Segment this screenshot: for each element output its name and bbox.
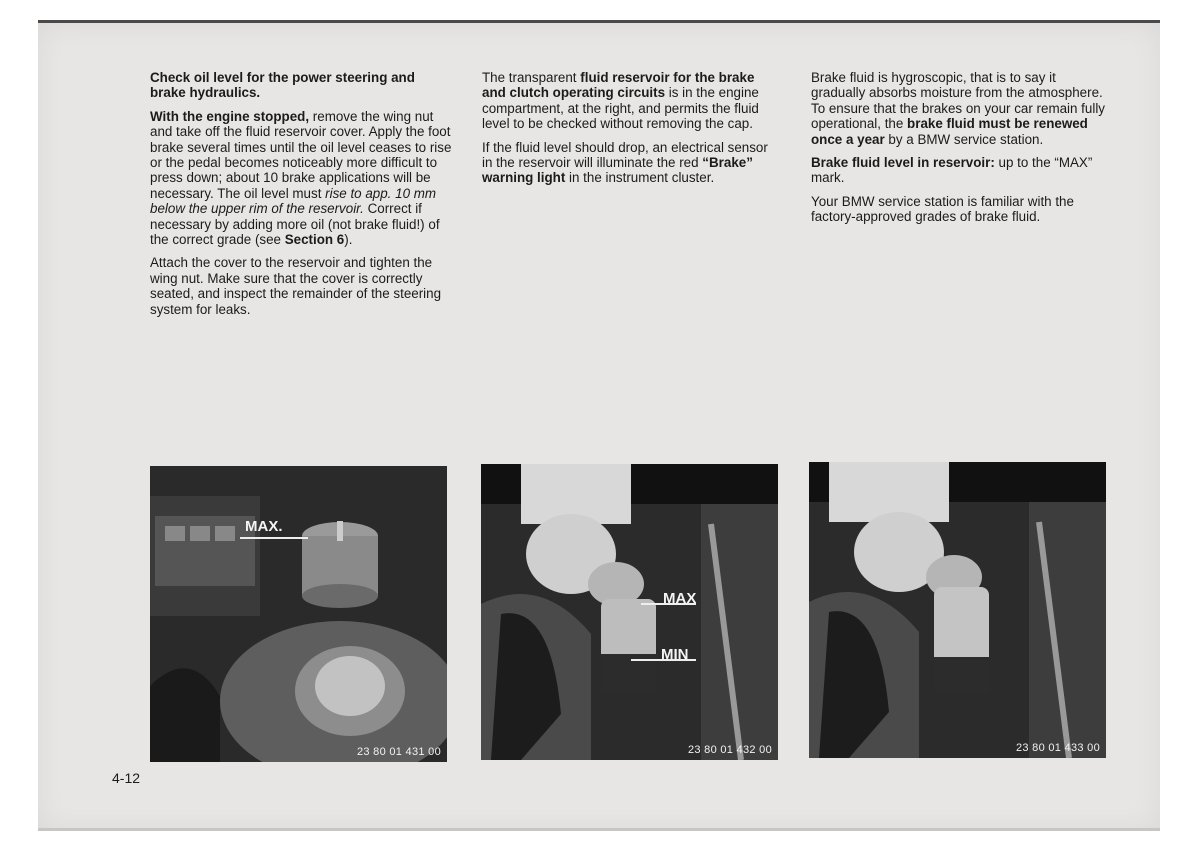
paragraph: Brake fluid is hygroscopic, that is to say it gradually absorbs moisture from the atmosphere. To ensure that the brakes on your car remain fully operational, the brake fluid must be renewed once a year by a BMW service station. [811,70,1105,147]
section-heading: Check oil level for the power steering and brake hydraulics. [150,70,415,101]
max-label: MAX [663,590,697,607]
photo-code: 23 80 01 431 00 [356,746,441,758]
max-label: MAX. [245,518,283,535]
paragraph: With the engine stopped, remove the wing nut and take off the fluid reservoir cover. Apply the foot brake several times until the oil level ceases to rise or the pedal becomes noticeably more difficult to press down; about 10 brake applications will be necessary. The oil level must rise to app. 10 mm below the upper rim of the reservoir. Correct if necessary by adding more oil (not brake fluid!) of the correct grade (see Section 6). [150,108,452,248]
paragraph: Brake fluid level in reservoir: up to the “MAX” mark. [811,155,1093,186]
paragraph: Attach the cover to the reservoir and tighten the wing nut. Make sure that the cover is correctly seated, and inspect the remainder of the steering system for leaks. [150,255,442,317]
text-column-2 [482,70,778,194]
paragraph: Your BMW service station is familiar with the factory-approved grades of brake fluid. [811,193,1074,225]
photo-code: 23 80 01 432 00 [687,744,772,756]
text-column-1 [150,70,452,325]
photo-code: 23 80 01 433 00 [1015,742,1100,754]
page-number: 4-12 [112,770,141,786]
paragraph: The transparent fluid reservoir for the brake and clutch operating circuits is in the engine compartment, at the right, and permits the fluid level to be checked without removing the cap. [482,70,759,132]
photo-power-steering-reservoir [150,466,447,762]
photo-brake-reservoir-min-max [481,464,778,760]
photo-brake-reservoir-topping-up [809,462,1106,758]
text-column-3 [811,70,1109,233]
paragraph: If the fluid level should drop, an electrical sensor in the reservoir will illuminate the red “Brake” warning light in the instrument cluster. [482,139,768,186]
min-label: MIN [661,646,689,663]
